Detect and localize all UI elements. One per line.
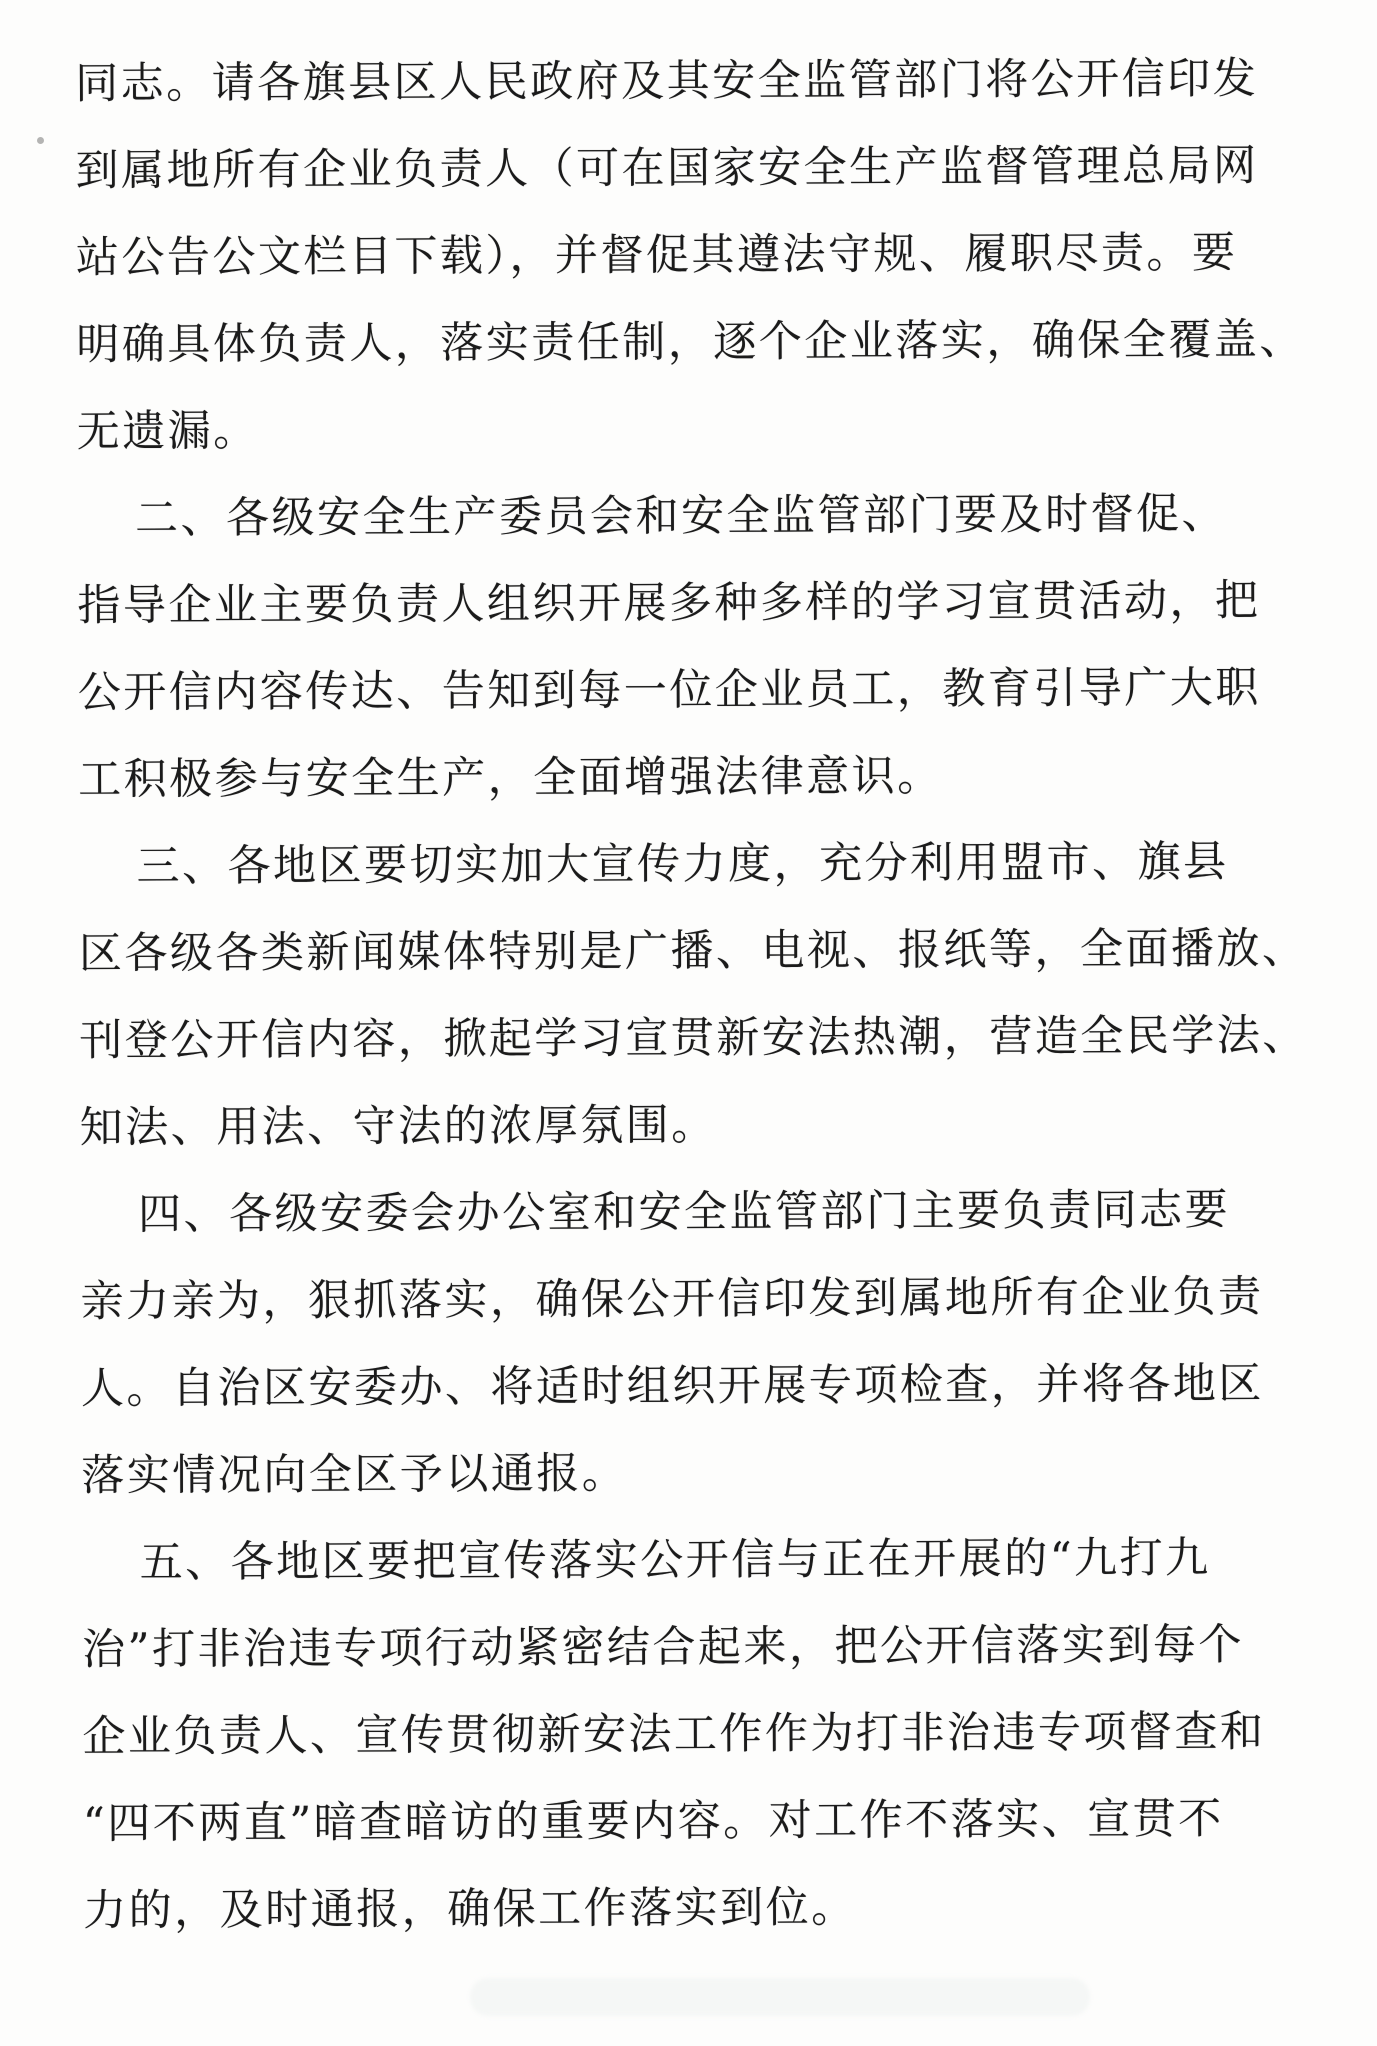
text-line: 治”打非治违专项行动紧密结合起来，把公开信落实到每个 <box>81 1619 1245 1675</box>
text-line: 人。自治区安委办、将适时组织开展专项检查，并将各地区 <box>80 1358 1264 1414</box>
text-line: 站公告公文栏目下载），并督促其遵法守规、履职尽责。要 <box>75 227 1238 283</box>
document-text-block <box>75 36 1308 1955</box>
scan-smudge-artifact <box>470 1978 1090 2016</box>
text-line-paragraph-start: 五、各地区要把宣传落实公开信与正在开展的“九打九 <box>139 1533 1211 1588</box>
text-line: 刊登公开信内容，掀起学习宣贯新安法热潮，营造全民学法、 <box>79 1010 1308 1066</box>
text-line: 落实情况向全区予以通报。 <box>81 1448 628 1501</box>
scan-speck-artifact <box>37 137 44 144</box>
text-line-paragraph-start: 四、各级安委会办公室和安全监管部门主要负责同志要 <box>138 1184 1231 1240</box>
text-line: 到属地所有企业负责人（可在国家安全生产监督管理总局网 <box>75 140 1259 196</box>
text-line: 区各级各类新闻媒体特别是广播、电视、报纸等，全面播放、 <box>78 923 1308 979</box>
text-line: 无遗漏。 <box>76 406 259 457</box>
text-line: 同志。请各旗县区人民政府及其安全监管部门将公开信印发 <box>75 53 1259 109</box>
text-line: 知法、用法、守法的浓厚氛围。 <box>79 1100 717 1153</box>
text-line: 企业负责人、宣传贯彻新安法工作作为打非治违专项督查和 <box>82 1706 1266 1762</box>
text-line: 工积极参与安全生产，全面增强法律意识。 <box>78 751 943 805</box>
text-line-paragraph-start: 三、各地区要切实加大宣传力度，充分利用盟市、旗县 <box>136 836 1229 892</box>
text-line: 明确具体负责人，落实责任制，逐个企业落实，确保全覆盖、 <box>76 314 1305 370</box>
text-line-paragraph-start: 二、各级安全生产委员会和安全监管部门要及时督促、 <box>134 488 1228 544</box>
text-line: “四不两直”暗查暗访的重要内容。对工作不落实、宣贯不 <box>82 1794 1224 1849</box>
text-line: 指导企业主要负责人组织开展多种多样的学习宣贯活动，把 <box>77 575 1261 631</box>
text-line: 力的，及时通报，确保工作落实到位。 <box>83 1882 857 1936</box>
text-line: 公开信内容传达、告知到每一位企业员工，教育引导广大职 <box>77 662 1261 718</box>
text-line: 亲力亲为，狠抓落实，确保公开信印发到属地所有企业负责 <box>80 1271 1264 1327</box>
